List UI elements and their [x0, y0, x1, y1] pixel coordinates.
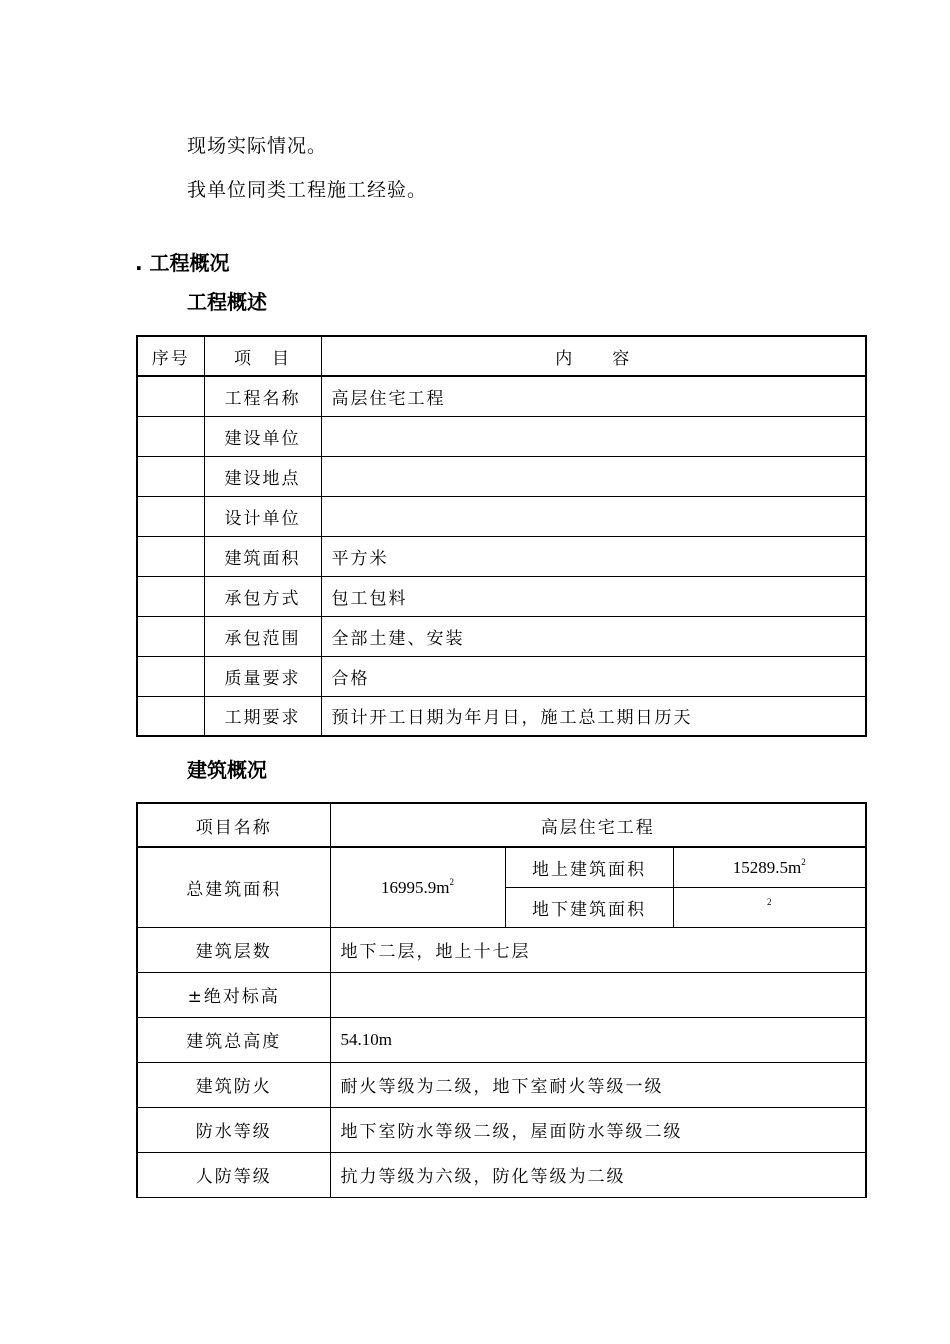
table-row	[137, 1107, 866, 1152]
table-row	[137, 1062, 866, 1107]
content-cell	[321, 416, 866, 456]
table-row	[137, 576, 866, 616]
row-number	[137, 416, 204, 456]
section-title: . 工程概况	[135, 251, 230, 275]
item-cell: 设计单位	[204, 496, 321, 536]
below-area-label: 地下建筑面积	[505, 887, 673, 927]
content-cell: 平方米	[321, 536, 866, 576]
item-cell: 建设单位	[204, 416, 321, 456]
row-label: 人防等级	[137, 1152, 330, 1197]
superscript: 2	[801, 856, 806, 867]
content-cell	[321, 456, 866, 496]
row-number	[137, 696, 204, 736]
table-row	[137, 616, 866, 656]
row-value: 耐火等级为二级，地下室耐火等级一级	[330, 1062, 866, 1107]
item-cell: 建筑面积	[204, 536, 321, 576]
table-row	[137, 972, 866, 1017]
row-value: 地下二层，地上十七层	[330, 927, 866, 972]
paragraph: 现场实际情况。	[187, 135, 328, 157]
item-cell: 质量要求	[204, 656, 321, 696]
building-overview-table	[136, 802, 867, 1198]
row-label: 建筑防火	[137, 1062, 330, 1107]
item-cell: 承包方式	[204, 576, 321, 616]
row-label: ±绝对标高	[137, 972, 330, 1017]
project-overview-table	[136, 335, 867, 737]
table-row	[137, 1017, 866, 1062]
area-number: 15289.5m	[732, 857, 802, 877]
project-name-value: 高层住宅工程	[330, 803, 866, 847]
header-cell: 序号	[137, 336, 204, 376]
table-row	[137, 1152, 866, 1197]
superscript: 2	[767, 896, 772, 907]
table-row	[137, 456, 866, 496]
subsection-title: 工程概述	[187, 290, 267, 314]
row-value: 抗力等级为六级，防化等级为二级	[330, 1152, 866, 1197]
area-number: 16995.9m	[381, 877, 450, 897]
item-cell: 建设地点	[204, 456, 321, 496]
row-number	[137, 536, 204, 576]
row-number	[137, 496, 204, 536]
table-row	[137, 536, 866, 576]
table-row	[137, 927, 866, 972]
table-header-row	[137, 336, 866, 376]
total-area-value	[330, 847, 505, 927]
table-row	[137, 656, 866, 696]
item-cell: 工程名称	[204, 376, 321, 416]
row-number	[137, 456, 204, 496]
row-number	[137, 656, 204, 696]
row-label: 建筑总高度	[137, 1017, 330, 1062]
row-number	[137, 376, 204, 416]
table-row	[137, 416, 866, 456]
project-name-label: 项目名称	[137, 803, 330, 847]
row-value	[330, 972, 866, 1017]
row-value: 地下室防水等级二级，屋面防水等级二级	[330, 1107, 866, 1152]
row-number	[137, 576, 204, 616]
item-cell: 承包范围	[204, 616, 321, 656]
row-label: 防水等级	[137, 1107, 330, 1152]
content-cell: 合格	[321, 656, 866, 696]
above-area-label: 地上建筑面积	[505, 847, 673, 887]
table-row	[137, 803, 866, 847]
row-value: 54.10m	[330, 1017, 866, 1062]
row-number	[137, 616, 204, 656]
table-row	[137, 496, 866, 536]
content-cell: 全部土建、安装	[321, 616, 866, 656]
content-cell: 高层住宅工程	[321, 376, 866, 416]
table-row	[137, 696, 866, 736]
table-row	[137, 847, 866, 887]
content-cell: 包工包料	[321, 576, 866, 616]
row-label: 建筑层数	[137, 927, 330, 972]
paragraph: 我单位同类工程施工经验。	[187, 179, 428, 201]
subsection-title: 建筑概况	[187, 758, 267, 782]
total-area-label: 总建筑面积	[137, 847, 330, 927]
header-cell: 项 目	[204, 336, 321, 376]
header-cell: 内 容	[321, 336, 866, 376]
content-cell	[321, 496, 866, 536]
item-cell: 工期要求	[204, 696, 321, 736]
above-area-value	[673, 847, 866, 887]
superscript: 2	[449, 876, 454, 887]
table-row	[137, 376, 866, 416]
below-area-value	[673, 887, 866, 927]
content-cell: 预计开工日期为年月日，施工总工期日历天	[321, 696, 866, 736]
